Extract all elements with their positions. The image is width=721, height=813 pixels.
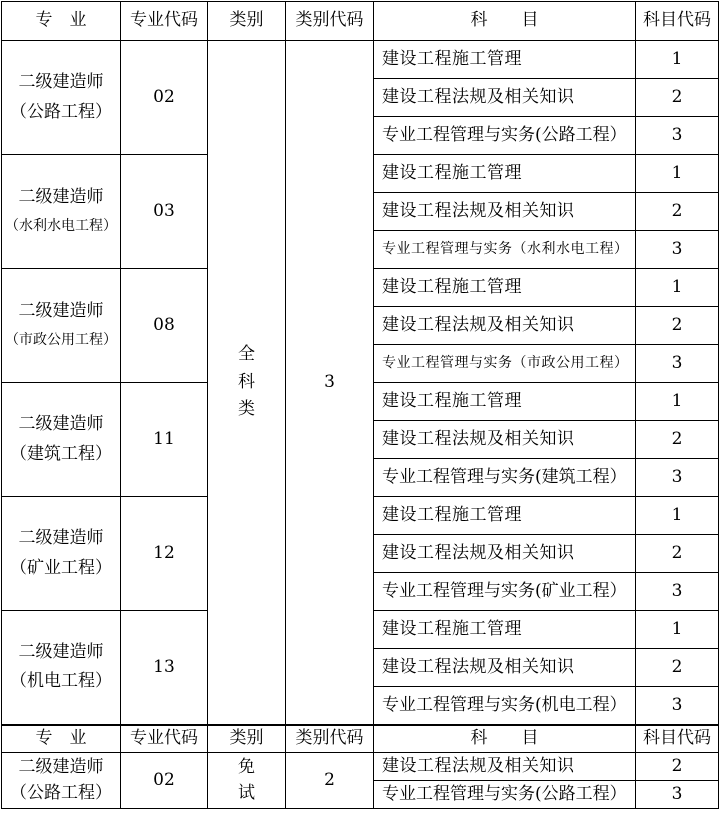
- major-name: 二级建造师: [18, 301, 104, 322]
- major-name: 二级建造师: [18, 187, 104, 208]
- subject-cell: 建设工程施工管理: [374, 383, 636, 421]
- major-cell: [2, 753, 121, 809]
- major-name: 二级建造师: [18, 72, 104, 93]
- subject-cell: 建设工程法规及相关知识: [374, 535, 636, 573]
- subject-cell: 专业工程管理与实务(建筑工程）: [374, 459, 636, 497]
- table-row: [2, 753, 719, 781]
- subject-cell: 专业工程管理与实务(公路工程）: [374, 781, 636, 809]
- category-code-cell: 3: [286, 41, 374, 725]
- major-name: 二级建造师: [18, 642, 104, 662]
- category-code-cell: 2: [286, 753, 374, 809]
- category-cell: [208, 753, 286, 809]
- category-cell: [208, 41, 286, 725]
- subject-code-cell: 3: [636, 117, 719, 155]
- header-major: 专 业: [2, 2, 121, 41]
- subject-code-cell: 1: [636, 497, 719, 535]
- major-code-cell: 08: [121, 269, 208, 383]
- subject-code-cell: 1: [636, 611, 719, 649]
- subject-cell: 专业工程管理与实务(公路工程）: [374, 117, 636, 155]
- category-char: 科: [238, 371, 255, 392]
- subject-cell: 专业工程管理与实务(矿业工程）: [374, 573, 636, 611]
- major-cell: [2, 611, 121, 725]
- table-row: [2, 41, 719, 79]
- subject-cell: 建设工程施工管理: [374, 155, 636, 193]
- major-name: 二级建造师: [18, 414, 104, 435]
- header-subject: 科 目: [374, 725, 636, 753]
- major-cell: [2, 155, 121, 269]
- major-sub: （水利水电工程）: [5, 218, 117, 235]
- subject-cell: 专业工程管理与实务（水利水电工程）: [374, 231, 636, 269]
- subject-cell: 建设工程施工管理: [374, 41, 636, 79]
- major-cell: [2, 41, 121, 155]
- subject-code-cell: 1: [636, 41, 719, 79]
- major-name: 二级建造师: [18, 757, 104, 777]
- subject-code-cell: 2: [636, 535, 719, 573]
- subject-code-cell: 2: [636, 307, 719, 345]
- major-cell: [2, 383, 121, 497]
- subject-code-cell: 3: [636, 573, 719, 611]
- subject-code-cell: 2: [636, 421, 719, 459]
- subject-cell: 建设工程法规及相关知识: [374, 307, 636, 345]
- category-char: 免: [238, 757, 255, 777]
- major-cell: [2, 269, 121, 383]
- major-code-cell: 02: [121, 41, 208, 155]
- header-subject-code: 科目代码: [636, 725, 719, 753]
- subject-cell: 建设工程法规及相关知识: [374, 79, 636, 117]
- subject-code-cell: 3: [636, 781, 719, 809]
- major-sub: （市政公用工程）: [5, 332, 117, 349]
- subject-cell: 建设工程法规及相关知识: [374, 421, 636, 459]
- major-sub: （公路工程）: [10, 782, 112, 803]
- header-major-code: 专业代码: [121, 725, 208, 753]
- subject-code-cell: 1: [636, 155, 719, 193]
- subject-cell: 建设工程法规及相关知识: [374, 193, 636, 231]
- subject-code-cell: 3: [636, 231, 719, 269]
- major-name: 二级建造师: [18, 528, 104, 549]
- subject-cell: 专业工程管理与实务(机电工程）: [374, 687, 636, 725]
- subject-cell: 建设工程施工管理: [374, 611, 636, 649]
- major-code-cell: 11: [121, 383, 208, 497]
- subject-code-cell: 3: [636, 459, 719, 497]
- major-code-cell: 03: [121, 155, 208, 269]
- subject-code-cell: 2: [636, 193, 719, 231]
- header-major: 专 业: [2, 725, 121, 753]
- header-row: [2, 2, 719, 41]
- category-char: 试: [238, 782, 255, 803]
- header-category: 类别: [208, 2, 286, 41]
- major-sub: （公路工程）: [10, 101, 112, 122]
- major-code-cell: 13: [121, 611, 208, 725]
- subject-code-cell: 1: [636, 269, 719, 307]
- major-code-cell: 02: [121, 753, 208, 809]
- major-sub: （矿业工程）: [10, 557, 112, 578]
- header-category-code: 类别代码: [286, 725, 374, 753]
- header-subject-code: 科目代码: [636, 2, 719, 41]
- subject-cell: 建设工程施工管理: [374, 269, 636, 307]
- subject-code-cell: 2: [636, 753, 719, 781]
- category-char: 类: [238, 398, 255, 419]
- exam-subject-table: [1, 1, 719, 809]
- subject-code-cell: 2: [636, 649, 719, 687]
- header-category: 类别: [208, 725, 286, 753]
- major-code-cell: 12: [121, 497, 208, 611]
- subject-code-cell: 1: [636, 383, 719, 421]
- subject-code-cell: 2: [636, 79, 719, 117]
- category-char: 全: [238, 344, 255, 365]
- major-sub: （建筑工程）: [10, 443, 112, 464]
- subject-code-cell: 3: [636, 687, 719, 725]
- major-sub: （机电工程）: [10, 671, 112, 692]
- subject-cell: 建设工程施工管理: [374, 497, 636, 535]
- header-subject: 科 目: [374, 2, 636, 41]
- header-category-code: 类别代码: [286, 2, 374, 41]
- header-row: [2, 725, 719, 753]
- subject-cell: 建设工程法规及相关知识: [374, 649, 636, 687]
- subject-cell: 建设工程法规及相关知识: [374, 753, 636, 781]
- subject-cell: 专业工程管理与实务（市政公用工程）: [374, 345, 636, 383]
- header-major-code: 专业代码: [121, 2, 208, 41]
- subject-code-cell: 3: [636, 345, 719, 383]
- major-cell: [2, 497, 121, 611]
